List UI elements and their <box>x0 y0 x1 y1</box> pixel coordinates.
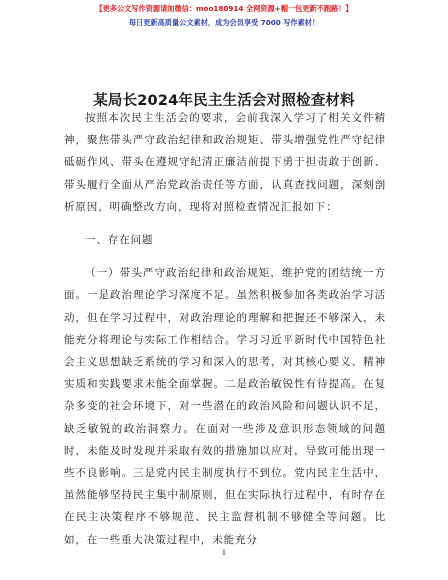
page-number: 1 <box>221 548 227 557</box>
intro-paragraph: 按照本次民主生活会的要求，会前我深入学习了相关文件精神，聚焦带头严守政治纪律和政治规矩、带头增强党性严守纪律砥砺作风、带头在遵规守纪清正廉洁前提下勇于担责敢于创新、带头履行全面从严治党政治责任等方面，认真查找问题，深刻剖析原因，明确整改方向，现将对照检查情况汇报如下： <box>64 112 386 213</box>
promo-line-2: 每日更新高质量公文素材，成为会员享受 7000 写作素材！ <box>128 18 320 27</box>
section-heading: 一、存在问题 <box>85 234 154 247</box>
promo-line-1: 【更多公文写作资源请加微信：moo180914 全网资源+帽一包更新不跑路！】 <box>95 4 353 13</box>
promo-banner <box>0 2 448 30</box>
document-title: 某局长2024年民主生活会对照检查材料 <box>93 93 355 109</box>
body-paragraph: （一）带头严守政治纪律和政治规矩，维护党的团结统一方面。一是政治理论学习深度不足。虽然积极参加各类政治学习活动，但在学习过程中，对政治理论的理解和把握还不够深入，未能充分将理论与实际工作相结合。学习习近平新时代中国特色社会主义思想缺乏系统的学习和深入的思考，对其核心要义、精神实质和实践要求未能全面掌握。二是政治敏锐性有待提高。在复杂多变的社会环境下，对一些潜在的政治风险和问题认识不足，缺乏敏锐的政治洞察力。在面对一些涉及意识形态领域的问题时，未能及时发现并采取有效的措施加以应对，导致可能出现一些不良影响。三是党内民主制度执行不到位。党内民主生活中，虽然能够坚持民主集中制原则，但在实际执行过程中，有时存在在民主决策程序不够规范、民主监督机制不够健全等问题。比如，在一些重大决策过程中，未能充分 <box>64 267 386 546</box>
document-body <box>64 107 386 551</box>
